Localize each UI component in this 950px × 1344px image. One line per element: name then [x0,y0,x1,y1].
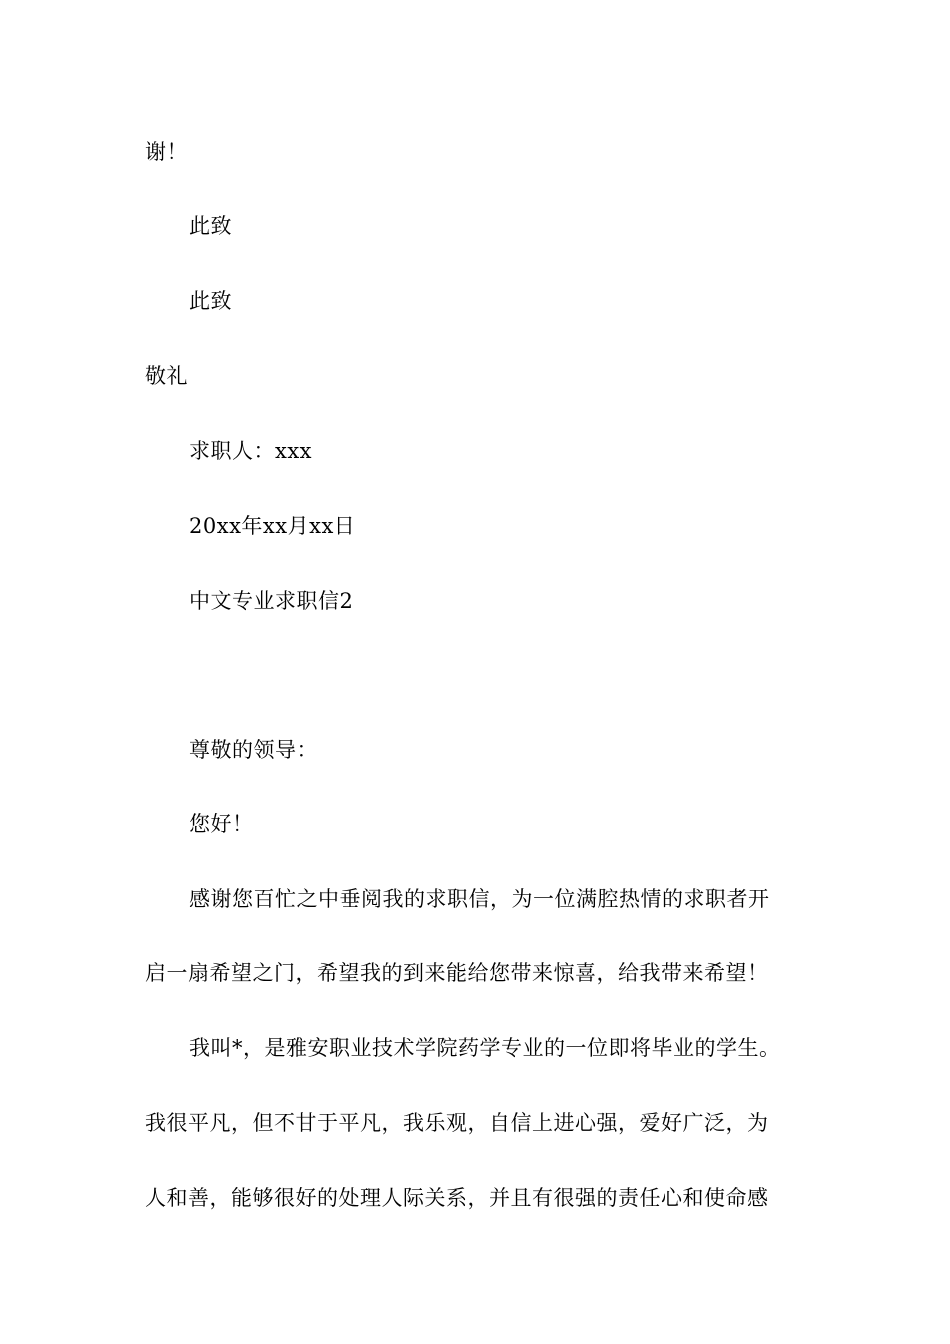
text-line-thanks: 谢！ [145,140,188,164]
paragraph-line: 感谢您百忙之中垂阅我的求职信，为一位满腔热情的求职者开 [189,887,770,911]
text-line-salute: 敬礼 [145,364,188,388]
text-line-applicant: 求职人：xxx [189,439,313,463]
text-line-closing-1: 此致 [189,214,232,238]
text-line-greeting: 您好！ [189,812,254,836]
text-line-date: 20xx年xx月xx日 [189,514,356,538]
paragraph-line: 我很平凡，但不甘于平凡，我乐观，自信上进心强，爱好广泛，为 [145,1111,769,1135]
section-title: 中文专业求职信2 [189,589,354,613]
text-line-closing-2: 此致 [189,289,232,313]
paragraph-line: 启一扇希望之门，希望我的到来能给您带来惊喜，给我带来希望！ [145,961,769,985]
paragraph-line: 人和善，能够很好的处理人际关系，并且有很强的责任心和使命感 [145,1186,769,1210]
paragraph-line: 我叫*，是雅安职业技术学院药学专业的一位即将毕业的学生。 [189,1036,781,1060]
text-line-greeting-recipient: 尊敬的领导： [189,738,318,762]
